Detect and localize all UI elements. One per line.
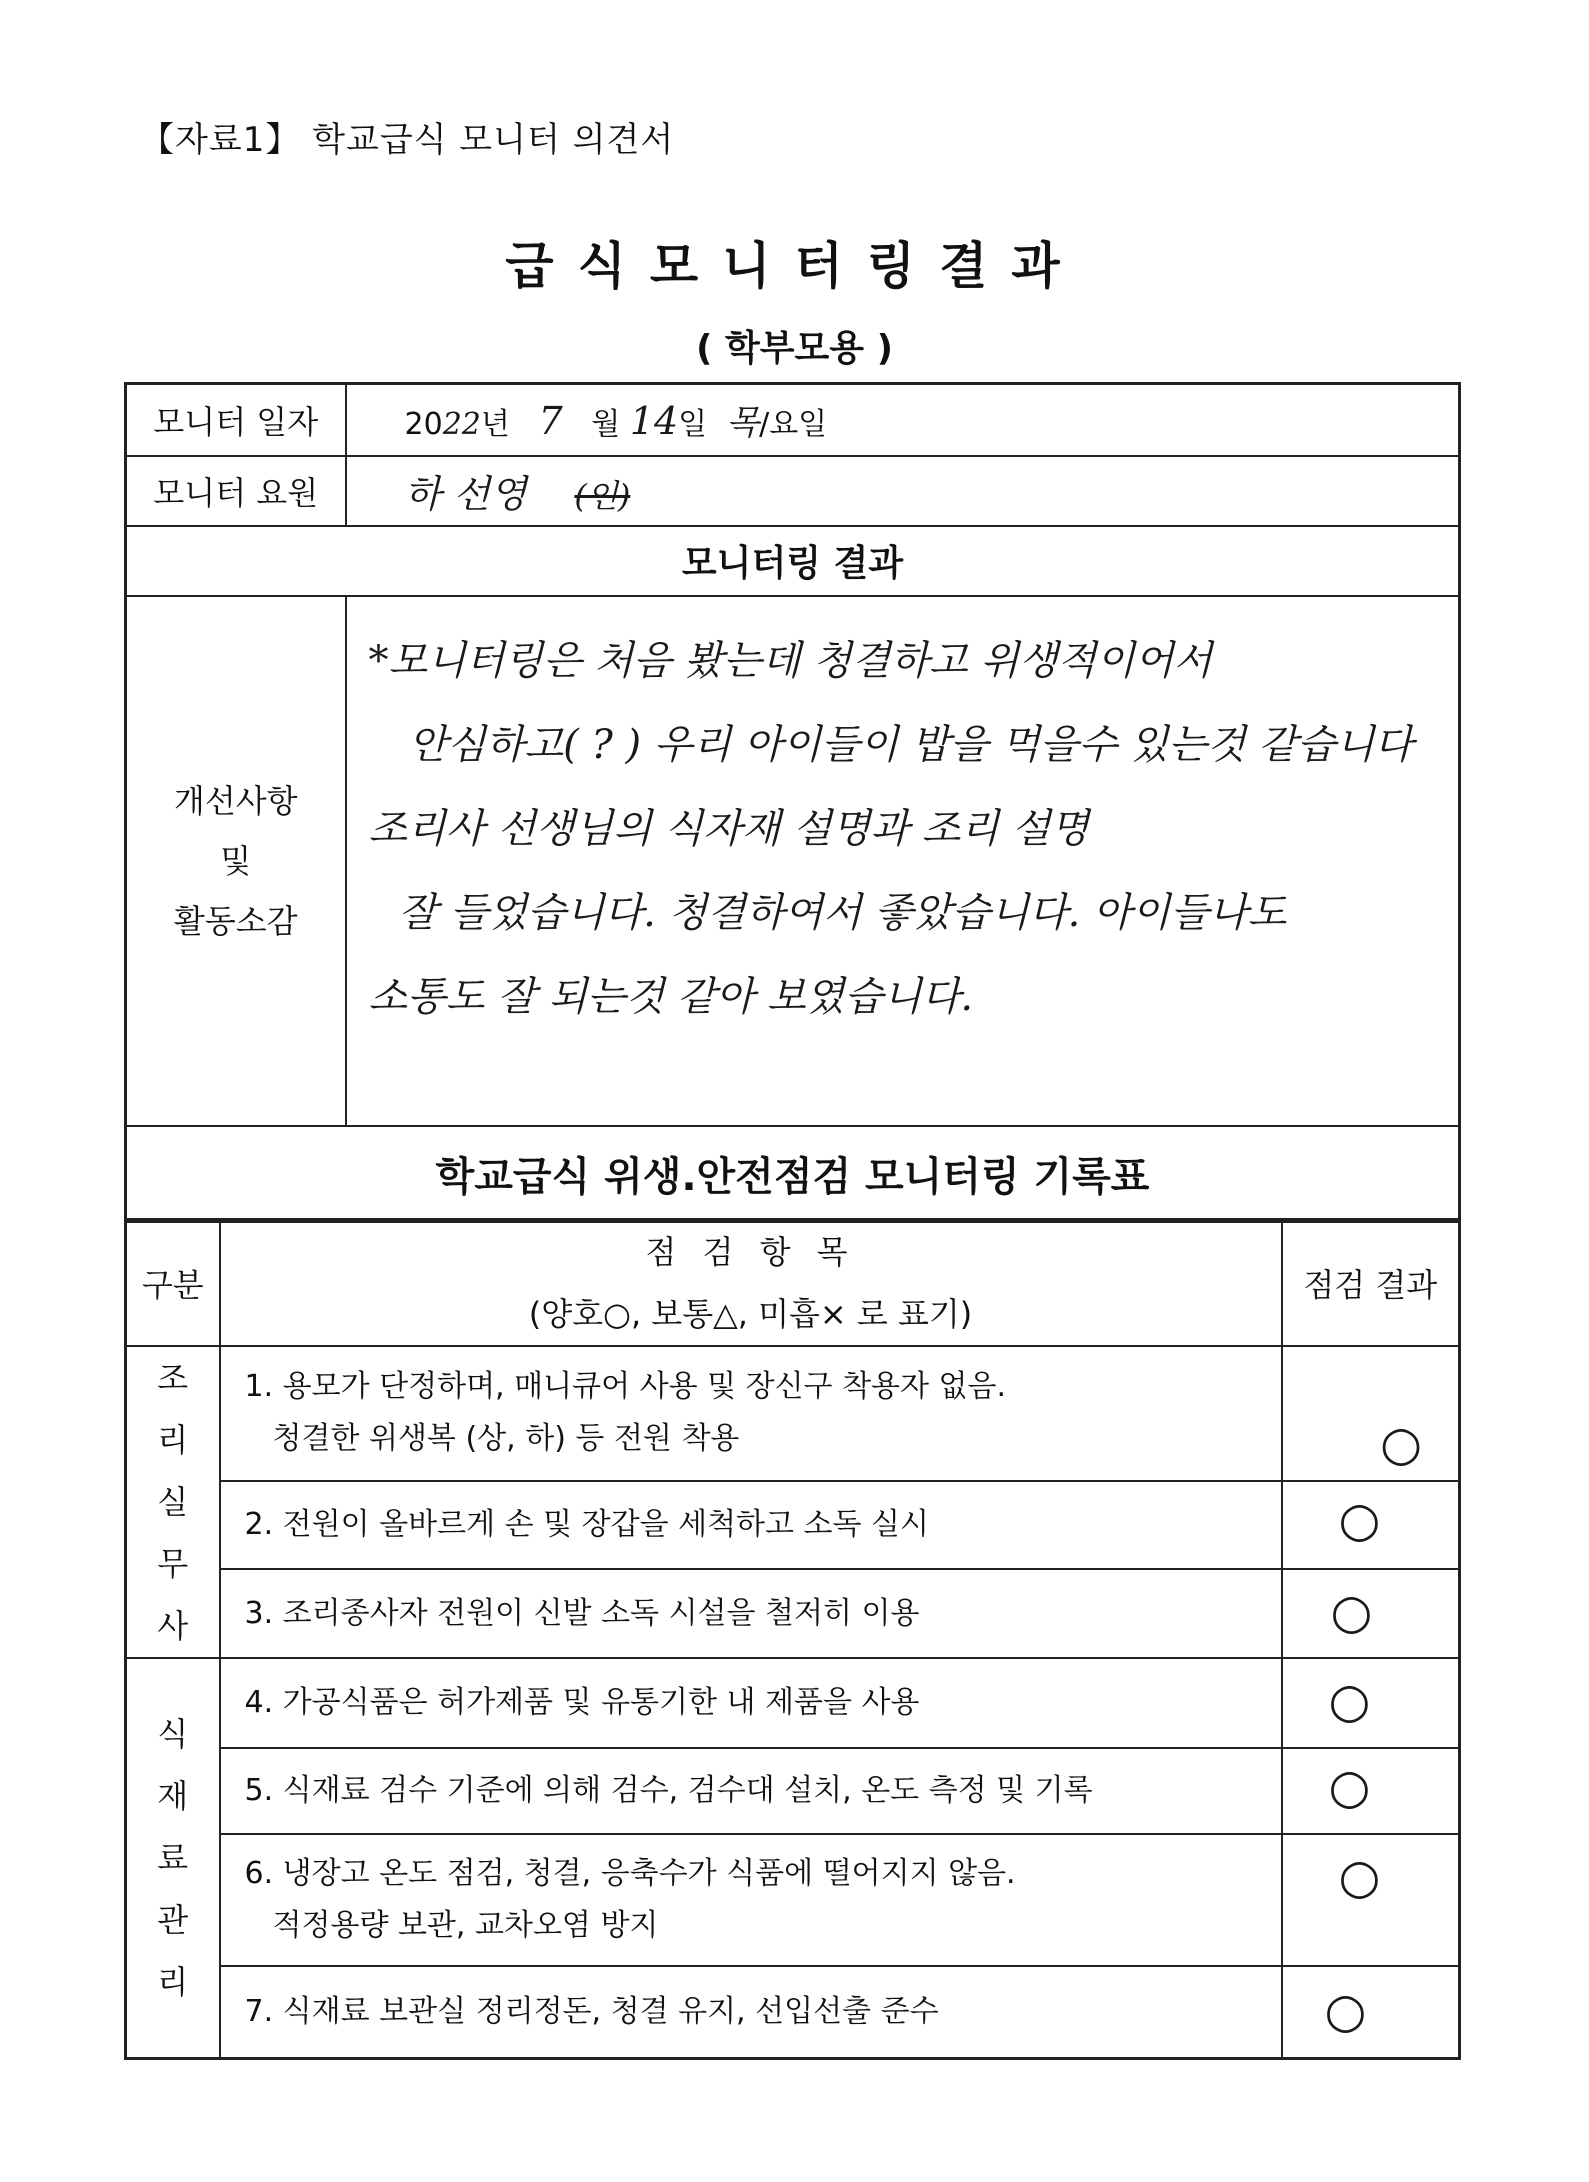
weekday-unit: 요일	[769, 407, 828, 443]
table-row	[126, 1658, 1460, 1748]
check-item-5: 5. 식재료 검수 기준에 의해 검수, 검수대 설치, 온도 측정 및 기록	[220, 1748, 1282, 1834]
result-2	[1282, 1481, 1460, 1570]
table-row	[126, 1748, 1460, 1834]
year-unit: 년	[480, 407, 510, 443]
item-text: 1. 용모가 단정하며, 매니큐어 사용 및 장신구 착용자 없음.	[244, 1369, 1007, 1405]
date-day-handwritten: 14	[629, 399, 679, 444]
date-prefix: 20	[404, 407, 443, 443]
monitoring-result-form	[124, 382, 1461, 1223]
checklist-table	[124, 1218, 1461, 2060]
member-value	[346, 456, 1460, 526]
category-char: 관	[157, 1900, 189, 1939]
opinion-line: *모니터링은 처음 봤는데 청결하고 위생적이어서	[368, 637, 1213, 684]
member-name-handwritten: 하 선영	[404, 472, 527, 516]
opinion-text	[346, 596, 1460, 1126]
date-weekday-handwritten: 목	[726, 403, 760, 444]
category-char: 사	[157, 1607, 189, 1645]
col-items-legend: (양호○, 보통△, 미흡× 로 표기)	[528, 1295, 973, 1333]
category-char: 식	[157, 1714, 189, 1753]
result-6	[1282, 1834, 1460, 1966]
result-5	[1282, 1748, 1460, 1834]
member-seal-handwritten: (인)	[574, 477, 631, 515]
date-year-handwritten: 22	[442, 407, 481, 443]
table-row	[126, 1569, 1460, 1658]
col-category-header: 구분	[126, 1220, 220, 1347]
category-char: 리	[157, 1962, 189, 2001]
date-month-handwritten: 7	[538, 399, 563, 444]
check-item-3: 3. 조리종사자 전원이 신발 소독 시설을 철저히 이용	[220, 1569, 1282, 1658]
day-unit: 일	[678, 407, 708, 443]
check-item-2: 2. 전원이 올바르게 손 및 장갑을 세척하고 소독 실시	[220, 1481, 1282, 1570]
result-1	[1282, 1346, 1460, 1481]
opinion-label	[126, 596, 346, 1126]
item-text: 6. 냉장고 온도 점검, 청결, 응축수가 식품에 떨어지지 않음.	[244, 1856, 1016, 1891]
result-mark: ○	[1330, 1584, 1373, 1641]
table-row	[126, 1834, 1460, 1966]
result-mark: ○	[1338, 1491, 1381, 1548]
table-row	[126, 1481, 1460, 1570]
result-mark: ○	[1328, 1759, 1371, 1815]
col-result-header: 점검 결과	[1282, 1220, 1460, 1347]
opinion-line: 잘 들었습니다. 청결하여서 좋았습니다. 아이들나도	[398, 889, 1287, 936]
result-mark: ○	[1380, 1415, 1422, 1472]
opinion-line: 조리사 선생님의 식자재 설명과 조리 설명	[368, 805, 1089, 852]
result-mark: ○	[1338, 1849, 1381, 1905]
category-char: 재	[157, 1776, 189, 1815]
checklist-heading: 학교급식 위생.안전점검 모니터링 기록표	[126, 1126, 1460, 1222]
month-unit: 월	[591, 407, 621, 443]
result-4	[1282, 1658, 1460, 1748]
date-value: 2022년 7 월 14일 목/요일	[346, 384, 1460, 456]
result-7	[1282, 1966, 1460, 2058]
opinion-label-line-1: 개선사항	[173, 781, 298, 820]
member-label: 모니터 요원	[126, 456, 346, 526]
category-ingredient-mgmt	[126, 1658, 220, 2058]
col-items-header	[220, 1220, 1282, 1347]
table-row	[126, 1966, 1460, 2058]
category-char: 무	[157, 1545, 189, 1583]
result-3	[1282, 1569, 1460, 1658]
category-char: 실	[157, 1483, 189, 1521]
opinion-line: 소통도 잘 되는것 같아 보였습니다.	[368, 973, 974, 1020]
result-heading: 모니터링 결과	[126, 526, 1460, 596]
opinion-label-line-3: 활동소감	[173, 901, 298, 940]
result-mark: ○	[1324, 1983, 1367, 2039]
check-item-6	[220, 1834, 1282, 1966]
opinion-line: 안심하고( ? ) 우리 아이들이 밥을 먹을수 있는것 같습니다	[408, 721, 1413, 768]
category-cook-staff	[126, 1346, 220, 1658]
category-char: 리	[157, 1421, 189, 1459]
table-row	[126, 1346, 1460, 1481]
document-label: 【자료1】 학교급식 모니터 의견서	[140, 120, 675, 160]
check-item-4: 4. 가공식품은 허가제품 및 유통기한 내 제품을 사용	[220, 1658, 1282, 1748]
page-subtitle: ( 학부모용 )	[695, 328, 894, 369]
page-title: 급식모니터링결과	[505, 237, 1084, 295]
check-item-1	[220, 1346, 1282, 1481]
result-mark: ○	[1328, 1673, 1371, 1729]
item-text-cont: 적정용량 보관, 교차오염 방지	[272, 1908, 659, 1943]
category-char: 료	[157, 1838, 189, 1877]
item-text-cont: 청결한 위생복 (상, 하) 등 전원 착용	[272, 1421, 740, 1457]
opinion-label-line-2: 및	[220, 841, 252, 880]
category-char: 조	[157, 1359, 189, 1397]
date-label: 모니터 일자	[126, 384, 346, 456]
check-item-7: 7. 식재료 보관실 정리정돈, 청결 유지, 선입선출 준수	[220, 1966, 1282, 2058]
col-items-title: 점 검 항 목	[645, 1233, 856, 1271]
